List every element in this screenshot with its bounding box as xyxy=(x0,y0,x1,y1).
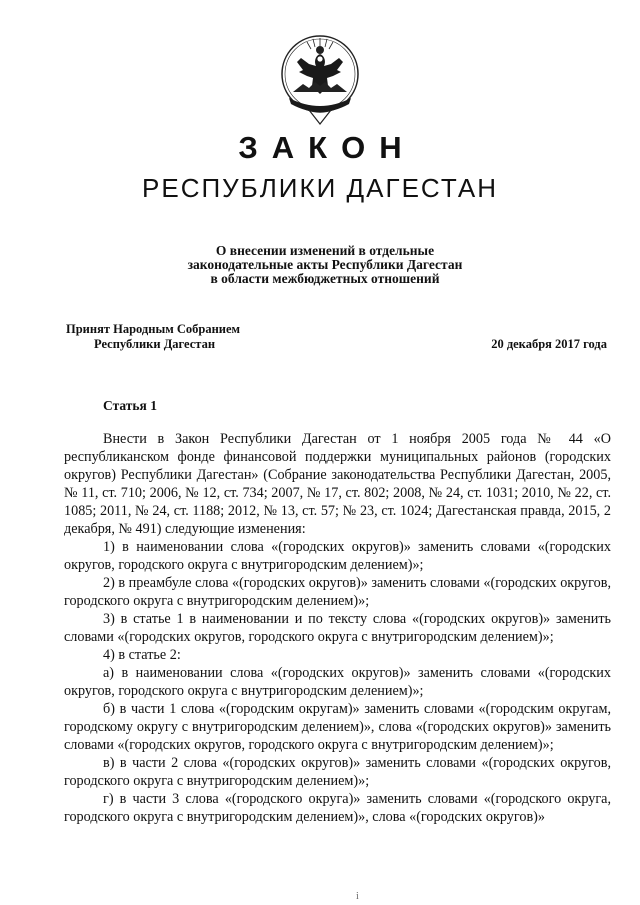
document-title: ЗАКОН xyxy=(238,130,416,165)
heading-line: в области межбюджетных отношений xyxy=(210,271,440,286)
heading-line: законодательные акты Республики Дагестан xyxy=(187,257,463,272)
paragraph: 2) в преамбуле слова «(городских округов)» заменить словами «(городских округов, городского округа с внутригородским делением)»; xyxy=(64,575,611,609)
paragraph: а) в наименовании слова «(городских округов)» заменить словами «(городских округов, городского округа с внутригородским делением)»; xyxy=(64,665,611,699)
page-mark: і xyxy=(356,891,359,902)
heading-line: О внесении изменений в отдельные xyxy=(215,243,435,258)
coat-of-arms-emblem xyxy=(279,28,361,130)
paragraph: 4) в статье 2: xyxy=(103,647,181,663)
paragraph: 1) в наименовании слова «(городских округов)» заменить словами «(городских округов, городского округа с внутригородским делением)»; xyxy=(64,539,611,573)
adopted-by xyxy=(66,322,240,352)
paragraph: в) в части 2 слова «(городских округов)» заменить словами «(городских округов, городского округа с внутригородским делением)»; xyxy=(64,755,611,789)
adopted-line-2: Республики Дагестан xyxy=(94,337,216,351)
law-heading xyxy=(140,244,510,286)
paragraph: 3) в статье 1 в наименовании и по тексту слова «(городских округов)» заменить словами «(городских округов, городского округа с внутригородским делением)»; xyxy=(64,611,611,645)
article-title: Статья 1 xyxy=(103,398,157,413)
paragraph: Внести в Закон Республики Дагестан от 1 ноября 2005 года № 44 «О республиканском фонде финансовой поддержки муниципальных районов (городских округов) Республики Дагестан» (Собрание законодательства Республики Дагестан, 2005, № 11, ст. 710; 2006, № 12, ст. 734; 2007, № 17, ст. 802; 2008, № 24, ст. 1031; 2010, № 22, ст. 1085; 2011, № 24, ст. 1188; 2012, № 13, ст. 57; № 23, ст. 1024; Дагестанская правда, 2015, 2 декабря, № 491) следующие изменения: xyxy=(64,431,611,537)
article-body xyxy=(64,430,611,826)
paragraph: б) в части 1 слова «(городским округам)» заменить словами «(городским округам, городскому округу с внутригородским делением)», слова «(городских округов)» заменить словами «(городских округов, городского округа с внутригородским делением)»; xyxy=(64,701,611,753)
adopted-line-1: Принят Народным Собранием xyxy=(66,322,241,336)
document-subtitle: РЕСПУБЛИКИ ДАГЕСТАН xyxy=(142,173,498,203)
paragraph: г) в части 3 слова «(городского округа)» заменить словами «(городского округа, городского округа с внутригородским делением)», слова «(городских округов)» xyxy=(64,791,611,825)
adoption-date: 20 декабря 2017 года xyxy=(491,337,607,351)
